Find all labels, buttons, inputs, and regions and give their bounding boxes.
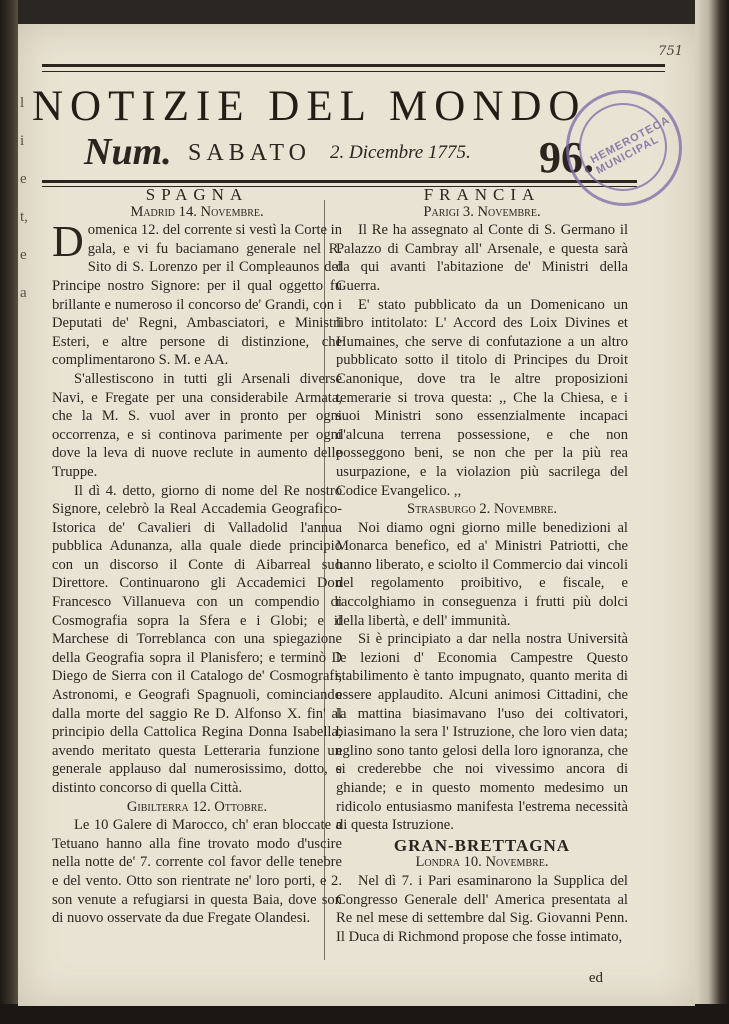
- top-rule: [42, 64, 665, 72]
- issue-number: 96.: [539, 133, 594, 182]
- article-paragraph: Si è principiato a dar nella nostra Università le lezioni d' Economia Campestre Questo stabilimento è tanto impugnato, quanto merita di essere applaudito. Alcuni animosi Cittadini, che la mattina biasimavano l'uso dei coltivatori, biasimano la sera l' Istruzione, che loro vien data; eglino sono tanto gelosi della loro ignoranza, che si crederebbe che noi vivessimo ancora di ghiande; e in questo momento medesimo un ridicolo entusiasmo manifesta l'estrema necessità di questa Istruzione.: [336, 631, 628, 834]
- dateline-madrid: Madrid 14. Novembre.: [130, 203, 264, 220]
- issue-line: [74, 130, 634, 180]
- right-column: [336, 186, 628, 946]
- drop-cap: D: [52, 217, 84, 267]
- dateline-gibilterra: Gibilterra 12. Ottobre.: [126, 798, 268, 815]
- masthead-title: NOTIZIE DEL MONDO: [32, 83, 587, 130]
- article-paragraph: S'allestiscono in tutti gli Arsenali diverse Navi, e Fregate per una considerabile Armata, che la M. S. vuol aver in pronto per ogni occorrenza, e si continova parimente per ogni dove la leva di nuove reclute in aumento delle Truppe.: [52, 370, 342, 480]
- article-paragraph: Il dì 4. detto, giorno di nome del Re nostro Signore, celebrò la Real Accademia Geografico-Istorica de' Cavalieri di Valladolid l'annua pubblica Adunanza, alla quale diede principio con un discorso il Conte di Aibarreal suo Direttore. Continuarono gli Accademici Don Francesco Villanueva con un compendio di Cosmografia sopra la Sfera e i Globi; e il Marchese di Torreblanca con una spiegazione della Geografia sopra il Planisfero; e terminò D Diego de Sierra con il Catalogo de' Cosmografi, Astronomi, e Geografi Spagnuoli, cominciando dalla morte del saggio Re D. Alfonso X. fin' al principio della Cattolica Regina Donna Isabella; avendo meritato questa Letteraria funzione un generale applauso dal numerosissimo, dotto, e distinto concorso di quella Città.: [52, 482, 342, 796]
- catchword: ed: [588, 970, 603, 986]
- dateline-parigi: Parigi 3. Novembre.: [423, 203, 541, 220]
- article-paragraph: Noi diamo ogni giorno mille benedizioni al Monarca benefico, ed a' Ministri Patriotti, che hanno liberato, e sciolto il Commercio dai vincoli del regolamento proibitivo, e fiscale, e raccolghiamo in conseguenza i frutti più dolci della libertà, e dell' immunità.: [336, 519, 628, 629]
- section-title-spagna: SPAGNA: [145, 185, 249, 204]
- section-title-francia: FRANCIA: [423, 185, 541, 204]
- article-paragraph: E' stato pubblicato da un Domenicano un libro intitolato: L' Accord des Loix Divines et Humaines, che serve di confutazione a un altro pubblicato sotto il titolo di Principes du Droit Canonique, dove tra le altre proposizioni temerarie si trova questa: ,, Che la Chiesa, e i suoi Ministri sono essenzialmente incapaci d'alcuna terrena possessione, e che non posseggono beni, se non che per la più rea usurpazione, e la violazion più sacrilega del Codice Evangelico. ,,: [336, 296, 628, 499]
- newspaper-page: [18, 24, 695, 1006]
- day-label: SABATO: [188, 140, 311, 166]
- previous-page-edge-letters: l i e t, e a: [20, 95, 28, 301]
- article-paragraph: Le 10 Galere di Marocco, ch' eran bloccate a Tetuano hanno alla fine trovato modo d'uscire nella notte de' 7. corrente col favor delle tenebre e del vento. Otto son rientrate ne' loro porti, e 2. son venute a refugiarsi in questa Baia, dove son di nuovo osservate da due Fregate Olandesi.: [52, 817, 342, 927]
- article-paragraph: Domenica 12. del corrente si vestì la Corte in gala, e vi fu baciamano generale nel R. Sito di S. Lorenzo per il Compleaunos del Principe nostro Signore: per il qual oggetto fu brillante e numeroso il concorso de' Grandi, con i Deputati de' Regni, Ambasciatori, e Ministri Esteri, e altre persone di distinzione, che complimentarono S. M. e AA.: [52, 217, 342, 369]
- issue-date: 2. Dicembre 1775.: [330, 142, 471, 163]
- dateline-londra: Londra 10. Novembre.: [415, 854, 549, 871]
- bottom-shadow: [0, 1004, 729, 1024]
- num-label: Num.: [84, 131, 172, 173]
- stamp-text: HEMEROTECA MUNICIPAL: [588, 114, 672, 177]
- page-stack-right: [695, 0, 729, 1024]
- dateline-strasburgo: Strasburgo 2. Novembre.: [406, 501, 557, 518]
- page-number: 751: [658, 44, 683, 59]
- book-binding-left: [0, 0, 18, 1024]
- section-title-gran-brettagna: GRAN-BRETTAGNA: [393, 835, 571, 855]
- article-paragraph: Il Re ha assegnato al Conte di S. Germano il Palazzo di Cambray all' Arsenale, e questa sarà da qui avanti l'abitazione de' Ministri della Guerra.: [336, 222, 628, 294]
- article-paragraph: Nel dì 7. i Pari esaminarono la Supplica del Congresso Generale dell' America presentata al Re nel mese di settembre dal Sig. Giovanni Penn. Il Duca di Richmond propose che fosse intimato,: [336, 872, 628, 945]
- left-column: [52, 186, 342, 928]
